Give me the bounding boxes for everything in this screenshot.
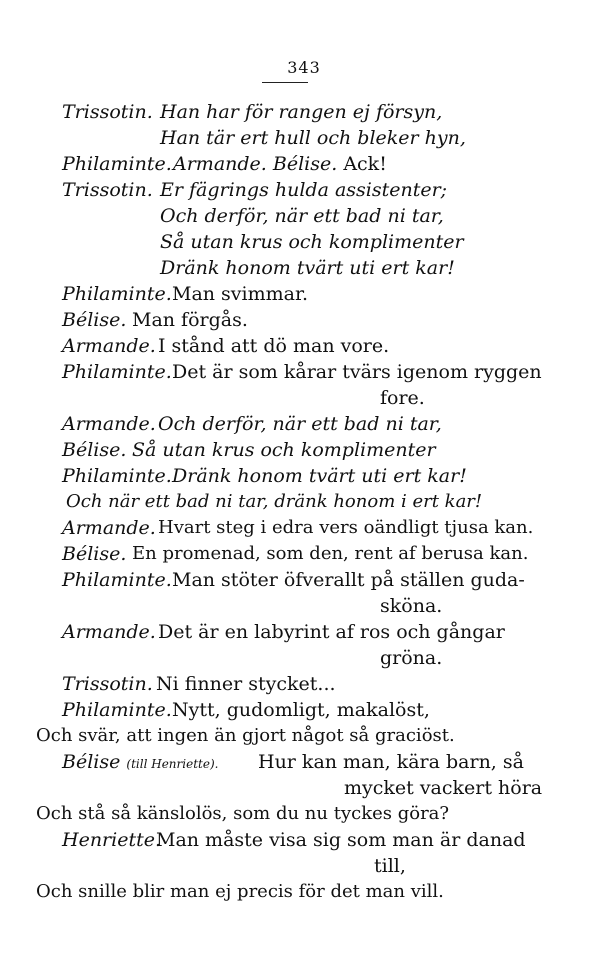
page-number-rule <box>262 82 308 83</box>
speaker-name: Bélise. <box>62 439 127 461</box>
verse-text: Och derför, när ett bad ni tar, <box>158 413 442 435</box>
speaker-name: Bélise <box>62 751 121 773</box>
verse-line <box>62 100 153 124</box>
speaker-name: Philaminte. <box>62 569 172 591</box>
verse-text: Och derför, när ett bad ni tar, <box>160 205 444 227</box>
speaker-name: Bélise. <box>62 543 127 565</box>
verse-line <box>62 152 172 176</box>
verse-text: I stånd att dö man vore. <box>158 335 390 357</box>
speaker-name: Philaminte. <box>62 361 172 383</box>
verse-text: Dränk honom tvärt uti ert kar! <box>160 257 455 279</box>
speaker-name: Philaminte. <box>62 153 172 175</box>
speaker-name: Trissotin. <box>62 673 153 695</box>
verse-text: sköna. <box>380 595 443 617</box>
verse-text: fore. <box>380 387 425 409</box>
verse-text: En promenad, som den, rent af berusa kan. <box>132 543 529 564</box>
verse-line <box>173 152 387 176</box>
verse-text-after: Ack! <box>343 153 387 175</box>
speaker-name: Trissotin. <box>62 101 153 123</box>
verse-text: Det är som kårar tvärs igenom ryggen <box>172 361 542 383</box>
verse-text: Man måste visa sig som man är danad <box>156 829 526 851</box>
speaker-name: Philaminte. <box>62 699 172 721</box>
speaker-name: Bélise. <box>62 309 127 331</box>
verse-line <box>62 178 153 202</box>
verse-text: Och stå så känslolös, som du nu tyckes göra? <box>36 803 450 824</box>
verse-text: Ni finner stycket... <box>156 673 336 695</box>
verse-text: Nytt, gudomligt, makalöst, <box>172 699 430 721</box>
speaker-name: Trissotin. <box>62 179 153 201</box>
speaker-name: Philaminte. <box>62 465 172 487</box>
verse-text: till, <box>374 855 406 877</box>
speaker-name: Armande. <box>62 335 156 357</box>
speaker-name: Philaminte. <box>62 283 172 305</box>
verse-text: Man svimmar. <box>172 283 309 305</box>
verse-text: Och svär, att ingen än gjort något så graciöst. <box>36 725 455 746</box>
verse-text: Man stöter öfverallt på ställen guda- <box>172 569 525 591</box>
speaker-name: Armande. <box>62 621 156 643</box>
verse-text: Han tär ert hull och bleker hyn, <box>160 127 466 149</box>
verse-text: gröna. <box>380 647 443 669</box>
verse-text: Er fägrings hulda assistenter; <box>160 179 448 201</box>
verse-text: Och snille blir man ej precis för det man vill. <box>36 881 444 902</box>
verse-text: Så utan krus och komplimenter <box>132 439 436 461</box>
verse-text: mycket vackert höra <box>344 777 543 799</box>
verse-text: Armande. Bélise. <box>173 153 338 175</box>
stage-direction: (till Henriette). <box>126 757 219 771</box>
verse-text: Så utan krus och komplimenter <box>160 231 464 253</box>
verse-text: Dränk honom tvärt uti ert kar! <box>172 465 467 487</box>
verse-line <box>62 750 218 776</box>
verse-text: Han har för rangen ej försyn, <box>160 101 443 123</box>
verse-text: Hvart steg i edra vers oändligt tjusa kan. <box>158 517 534 538</box>
speaker-name: Henriette. <box>62 829 162 851</box>
page-number: 343 <box>287 58 321 77</box>
verse-text: Det är en labyrint af ros och gångar <box>158 621 505 643</box>
speaker-name: Armande. <box>62 413 156 435</box>
speaker-name: Armande. <box>62 517 156 539</box>
verse-text: Och när ett bad ni tar, dränk honom i ert kar! <box>66 491 483 512</box>
verse-text: Hur kan man, kära barn, så <box>258 751 524 773</box>
verse-text: Man förgås. <box>132 309 248 331</box>
